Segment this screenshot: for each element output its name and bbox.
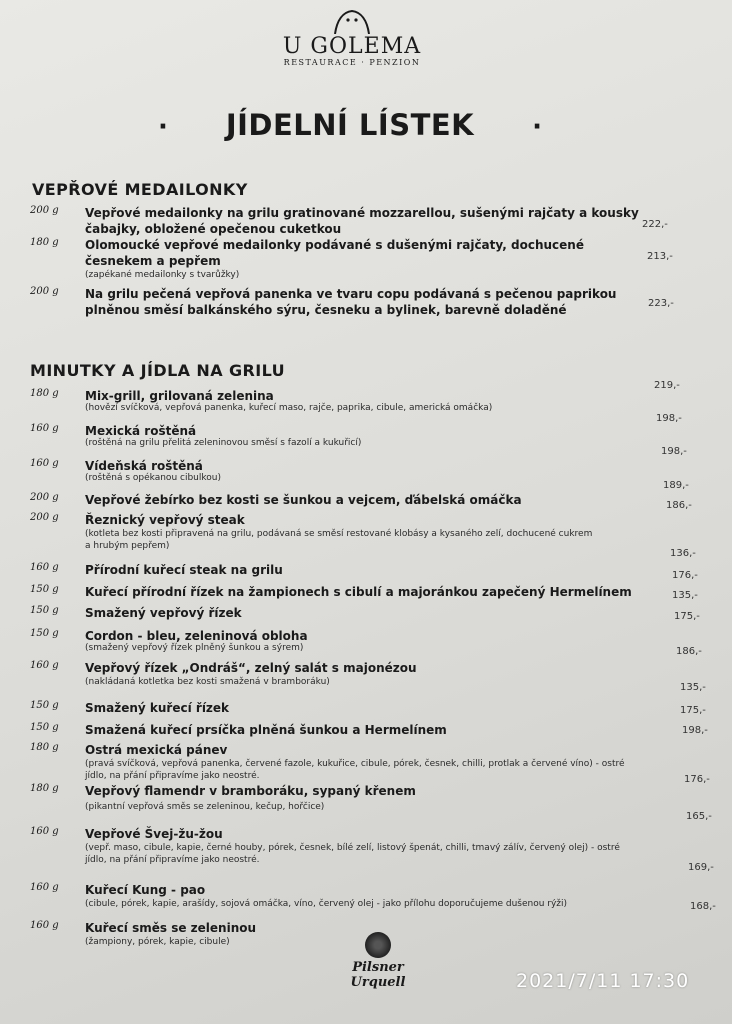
item-price: 176,- — [672, 570, 698, 581]
item-name: Olomoucké vepřové medailonky podávané s dušenými rajčaty, dochucené česnekem a pepřem — [85, 238, 584, 268]
logo-subtitle: RESTAURACE · PENZION — [283, 58, 421, 67]
item-description: (kotleta bez kosti připravená na grilu, podávaná se směsí restované klobásy a kysaného zelí, dochucené cukrem a hrubým pepřem) — [85, 529, 593, 551]
item-weight: 160 g — [30, 660, 59, 671]
item-price: 186,- — [666, 500, 692, 511]
logo-name: U GOLEMA — [282, 34, 422, 59]
item-weight: 180 g — [30, 783, 59, 794]
item-description: (roštěná na grilu přelitá zeleninovou směsí s fazolí a kukuřicí) — [85, 438, 362, 448]
item-price: 198,- — [656, 413, 682, 424]
item-name: Vepřový flamendr v bramboráku, sypaný křenem — [85, 784, 416, 798]
pilsner-badge-icon — [365, 932, 391, 958]
item-weight: 150 g — [30, 628, 59, 639]
item-weight: 160 g — [30, 826, 59, 837]
item-price: 135,- — [672, 590, 698, 601]
item-name: Kuřecí směs se zeleninou — [85, 921, 257, 935]
item-name: Smažený vepřový řízek — [85, 606, 242, 620]
item-description: (pravá svíčková, vepřová panenka, červené fazole, kukuřice, cibule, pórek, česnek, chilli, protlak a červené víno) - ostré jídlo, na přání připravíme jako neostré. — [85, 759, 625, 781]
item-name: Kuřecí přírodní řízek na žampionech s cibulí a majoránkou zapečený Hermelínem — [85, 585, 632, 599]
item-name: Mix-grill, grilovaná zelenina — [85, 389, 274, 403]
page-title: JÍDELNÍ LÍSTEK — [225, 108, 475, 142]
item-price: 198,- — [682, 725, 708, 736]
item-name: Mexická roštěná — [85, 424, 197, 438]
item-price: 165,- — [686, 811, 712, 822]
item-weight: 200 g — [30, 512, 59, 523]
item-weight: 160 g — [30, 920, 59, 931]
item-weight: 150 g — [30, 722, 59, 733]
item-weight: 180 g — [30, 388, 59, 399]
item-weight: 180 g — [30, 237, 59, 248]
golem-icon — [327, 8, 377, 34]
item-name: Cordon - bleu, zeleninová obloha — [85, 629, 308, 643]
item-price: 219,- — [654, 380, 680, 391]
item-name: Řeznický vepřový steak — [85, 513, 245, 527]
item-description: (žampiony, pórek, kapie, cibule) — [85, 937, 230, 947]
restaurant-logo — [282, 8, 422, 68]
item-weight: 150 g — [30, 584, 59, 595]
item-weight: 160 g — [30, 423, 59, 434]
item-price: 175,- — [674, 611, 700, 622]
item-name: Vepřové medailonky na grilu gratinované mozzarellou, sušenými rajčaty a kousky čabajky, obložené opečenou cuketkou — [85, 206, 639, 236]
section-title-minutky: MINUTKY A JÍDLA NA GRILU — [30, 361, 285, 380]
item-name: Vepřové žebírko bez kosti se šunkou a vejcem, ďábelská omáčka — [85, 493, 522, 507]
item-price: 175,- — [680, 705, 706, 716]
item-weight: 200 g — [30, 286, 59, 297]
item-price: 198,- — [661, 446, 687, 457]
item-name: Smažený kuřecí řízek — [85, 701, 230, 715]
item-weight: 160 g — [30, 458, 59, 469]
item-weight: 200 g — [30, 205, 59, 216]
item-weight: 160 g — [30, 882, 59, 893]
item-name: Na grilu pečená vepřová panenka ve tvaru copu podávaná s pečenou paprikou plněnou směsí balkánského sýru, česneku a bylinek, barevně doladěné — [85, 287, 617, 317]
item-name: Vepřové Švej-žu-žou — [85, 827, 223, 841]
item-weight: 200 g — [30, 492, 59, 503]
beer-name: Pilsner Urquell — [350, 960, 406, 990]
section-title-medailonky: VEPŘOVÉ MEDAILONKY — [32, 180, 248, 199]
item-price: 223,- — [648, 298, 674, 309]
item-price: 168,- — [690, 901, 716, 912]
item-weight: 160 g — [30, 562, 59, 573]
item-name: Kuřecí Kung - pao — [85, 883, 206, 897]
item-description: (roštěná s opékanou cibulkou) — [85, 473, 221, 483]
item-price: 136,- — [670, 548, 696, 559]
item-weight: 150 g — [30, 700, 59, 711]
item-name: Smažená kuřecí prsíčka plněná šunkou a Hermelínem — [85, 723, 447, 737]
item-description: (pikantní vepřová směs se zeleninou, kečup, hořčice) — [85, 802, 325, 812]
item-description: (cibule, pórek, kapie, arašídy, sojová omáčka, víno, červený olej - jako přílohu doporučujeme dušenou rýži) — [85, 899, 568, 909]
item-description: (nakládaná kotletka bez kosti smažená v bramboráku) — [85, 677, 330, 687]
item-price: 186,- — [676, 646, 702, 657]
photo-timestamp: 2021/7/11 17:30 — [516, 970, 690, 992]
beer-brand — [333, 932, 423, 990]
item-description: (vepř. maso, cibule, kapie, černé houby, pórek, česnek, bílé zelí, listový špenát, chilli, tmavý zálív, červený olej) - ostré jídlo, na přání připravíme jako neostré. — [85, 843, 620, 865]
title-dot-left: · — [158, 112, 168, 142]
title-dot-right: · — [532, 112, 542, 142]
item-weight: 150 g — [30, 605, 59, 616]
item-price: 189,- — [663, 480, 689, 491]
item-description: (smažený vepřový řízek plněný šunkou a sýrem) — [85, 643, 304, 653]
item-price: 176,- — [684, 774, 710, 785]
item-description: (hovězí svíčková, vepřová panenka, kuřecí maso, rajče, paprika, cibule, americká omáčka) — [85, 403, 493, 413]
menu-title-row — [150, 108, 550, 148]
item-price: 222,- — [642, 219, 668, 230]
item-weight: 180 g — [30, 742, 59, 753]
item-description: (zapékané medailonky s tvarůžky) — [85, 270, 240, 280]
item-name: Ostrá mexická pánev — [85, 743, 228, 757]
item-price: 169,- — [688, 862, 714, 873]
item-price: 213,- — [647, 251, 673, 262]
item-price: 135,- — [680, 682, 706, 693]
item-name: Vepřový řízek „Ondráš“, zelný salát s majonézou — [85, 661, 417, 675]
item-name: Přírodní kuřecí steak na grilu — [85, 563, 283, 577]
item-name: Vídeňská roštěná — [85, 459, 203, 473]
